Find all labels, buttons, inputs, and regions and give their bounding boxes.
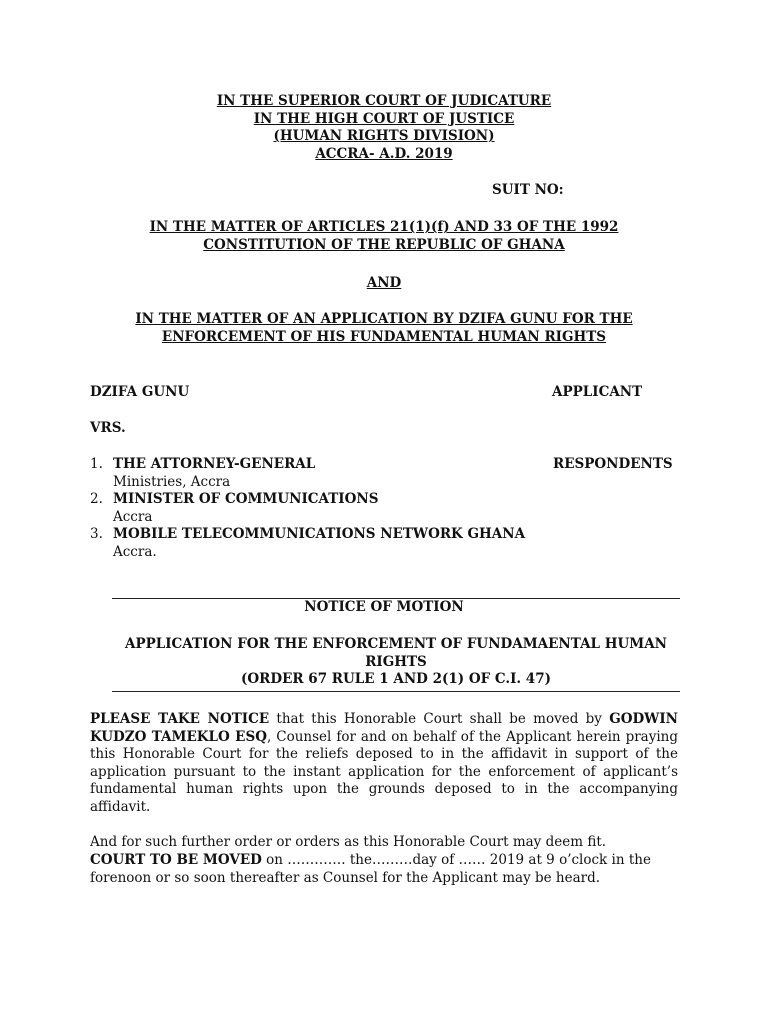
counsel-name: GODWIN KUDZO TAMEKLO ESQ bbox=[90, 711, 678, 745]
applicant-label: APPLICANT bbox=[552, 384, 643, 400]
respondents-list bbox=[90, 456, 590, 561]
respondent-name: THE ATTORNEY-GENERAL bbox=[113, 456, 316, 472]
applicant-row bbox=[90, 384, 680, 400]
matter-application-line-2: ENFORCEMENT OF HIS FUNDAMENTAL HUMAN RIGHTS bbox=[161, 328, 607, 345]
matter-articles-line-2: CONSTITUTION OF THE REPUBLIC OF GHANA bbox=[203, 236, 565, 253]
divider-bottom bbox=[112, 691, 680, 692]
respondent-name: MINISTER OF COMMUNICATIONS bbox=[113, 491, 379, 507]
respondent-number: 2. bbox=[90, 491, 103, 507]
notice-body-paragraph bbox=[90, 711, 678, 816]
further-orders-paragraph: And for such further order or orders as this Honorable Court may deem fit. bbox=[90, 834, 607, 850]
respondent-number: 3. bbox=[90, 526, 103, 542]
application-title-line-2: (ORDER 67 RULE 1 AND 2(1) OF C.I. 47) bbox=[241, 671, 551, 687]
body-text-1: that this Honorable Court shall be moved by bbox=[269, 711, 610, 727]
applicant-name: DZIFA GUNU bbox=[90, 384, 190, 400]
heading-line-1: IN THE SUPERIOR COURT OF JUDICATURE bbox=[216, 93, 552, 109]
versus-label: VRS. bbox=[90, 420, 126, 436]
respondent-item bbox=[90, 491, 590, 526]
court-to-be-moved-text: on …………. the………day of …… 2019 at 9 o’clock in the forenoon or so soon thereafter as Counsel for the Applicant may be heard. bbox=[90, 852, 651, 886]
respondent-item bbox=[90, 526, 590, 561]
matter-articles-heading bbox=[0, 219, 768, 254]
matter-articles-line-1: IN THE MATTER OF ARTICLES 21(1)(f) AND 33 OF THE 1992 bbox=[149, 219, 619, 235]
notice-of-motion-title: NOTICE OF MOTION bbox=[304, 599, 464, 615]
heading-line-2: IN THE HIGH COURT OF JUSTICE bbox=[253, 110, 515, 127]
suit-number-label: SUIT NO: bbox=[492, 182, 564, 198]
application-title bbox=[112, 636, 680, 689]
respondent-address: Ministries, Accra bbox=[113, 473, 231, 490]
respondent-name: MOBILE TELECOMMUNICATIONS NETWORK GHANA bbox=[113, 526, 526, 542]
body-text-2: , Counsel for and on behalf of the Applicant herein praying this Honorable Court for the reliefs deposed to in the affidavit in support of the application pursuant to the instant application for the enforcement of applicant’s fundamental human rights upon the grounds deposed to in the accompanying affidavit. bbox=[90, 728, 679, 815]
court-heading bbox=[0, 93, 768, 163]
heading-line-4: ACCRA- A.D. 2019 bbox=[315, 145, 453, 162]
application-title-line-1: APPLICATION FOR THE ENFORCEMENT OF FUNDAMAENTAL HUMAN RIGHTS bbox=[124, 636, 668, 670]
respondent-address: Accra bbox=[113, 508, 153, 525]
court-to-be-moved-lead: COURT TO BE MOVED bbox=[90, 852, 262, 868]
respondents-label: RESPONDENTS bbox=[553, 456, 673, 472]
matter-application-heading bbox=[0, 311, 768, 346]
court-to-be-moved-paragraph bbox=[90, 852, 678, 887]
respondent-number: 1. bbox=[90, 456, 103, 472]
respondent-item bbox=[90, 456, 590, 491]
and-separator: AND bbox=[366, 275, 402, 291]
matter-application-line-1: IN THE MATTER OF AN APPLICATION BY DZIFA GUNU FOR THE bbox=[135, 311, 633, 327]
please-take-notice-lead: PLEASE TAKE NOTICE bbox=[90, 711, 270, 727]
respondent-address: Accra. bbox=[113, 543, 157, 560]
heading-line-3: (HUMAN RIGHTS DIVISION) bbox=[273, 128, 495, 144]
